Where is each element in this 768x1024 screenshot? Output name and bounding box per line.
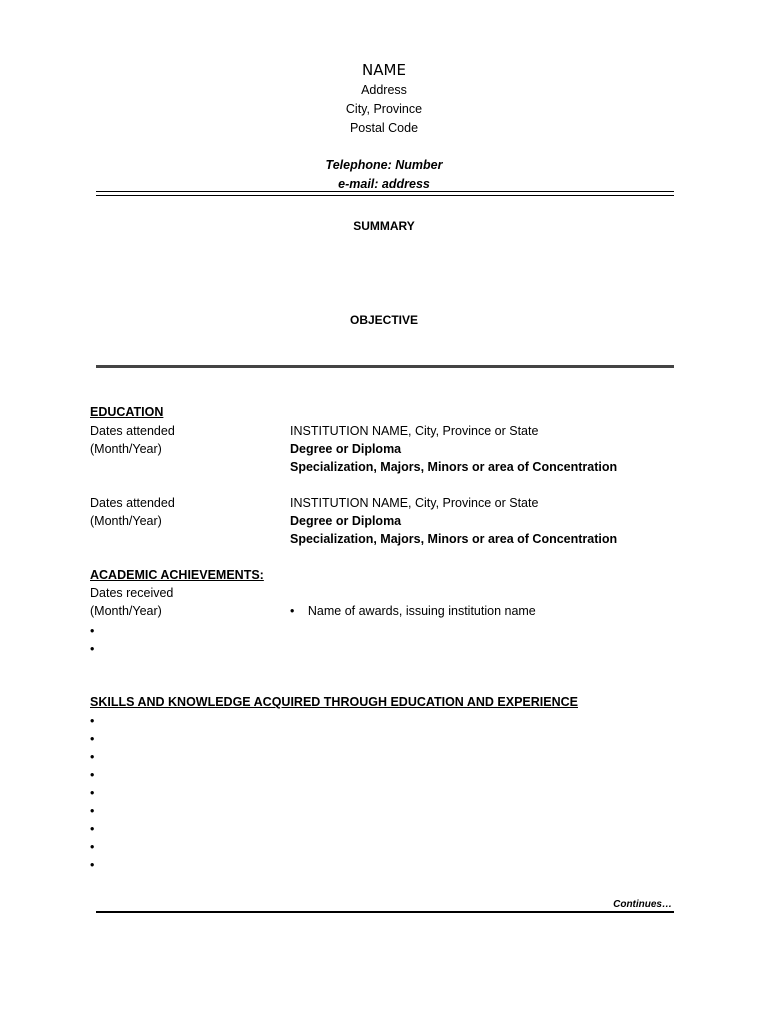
address-line: Address (361, 83, 407, 97)
skills-bullet: • (90, 858, 95, 872)
award-item (290, 604, 536, 618)
skills-bullet: • (90, 786, 95, 800)
institution-name: INSTITUTION NAME, City, Province or State (290, 424, 539, 438)
institution-name: INSTITUTION NAME, City, Province or State (290, 496, 539, 510)
telephone-line: Telephone: Number (325, 158, 443, 172)
achievement-bullet: • (90, 642, 95, 656)
postal-code-line: Postal Code (349, 121, 419, 135)
bullet: • (290, 604, 295, 618)
objective-heading: OBJECTIVE (349, 313, 418, 327)
specialization-line: Specialization, Majors, Minors or area of Concentration (290, 460, 618, 474)
award-text: Name of awards, issuing institution name (307, 604, 536, 618)
skills-bullet: • (90, 822, 95, 836)
continues-label: Continues… (613, 899, 672, 910)
education-dates-label: Dates attended (90, 424, 175, 438)
resume-name: NAME (362, 61, 406, 79)
achievement-month-year: (Month/Year) (90, 604, 162, 618)
footer-divider (96, 911, 674, 913)
education-month-year: (Month/Year) (90, 514, 162, 528)
skills-bullet: • (90, 732, 95, 746)
education-month-year: (Month/Year) (90, 442, 162, 456)
achievement-dates-label: Dates received (90, 586, 174, 600)
degree-line: Degree or Diploma (290, 442, 402, 456)
specialization-line: Specialization, Majors, Minors or area of Concentration (290, 532, 618, 546)
skills-bullet: • (90, 750, 95, 764)
header-divider (96, 191, 674, 196)
skills-heading: SKILLS AND KNOWLEDGE ACQUIRED THROUGH EDUCATION AND EXPERIENCE (90, 695, 578, 709)
email-line: e-mail: address (338, 177, 430, 191)
skills-bullet: • (90, 768, 95, 782)
education-dates-label: Dates attended (90, 496, 175, 510)
objective-divider (96, 365, 674, 368)
achievement-bullet: • (90, 624, 95, 638)
academic-achievements-heading: ACADEMIC ACHIEVEMENTS: (90, 568, 264, 582)
degree-line: Degree or Diploma (290, 514, 402, 528)
education-heading: EDUCATION (90, 405, 164, 419)
skills-bullet: • (90, 804, 95, 818)
skills-bullet: • (90, 840, 95, 854)
skills-bullet: • (90, 714, 95, 728)
summary-heading: SUMMARY (353, 219, 415, 233)
city-province-line: City, Province (345, 102, 423, 116)
